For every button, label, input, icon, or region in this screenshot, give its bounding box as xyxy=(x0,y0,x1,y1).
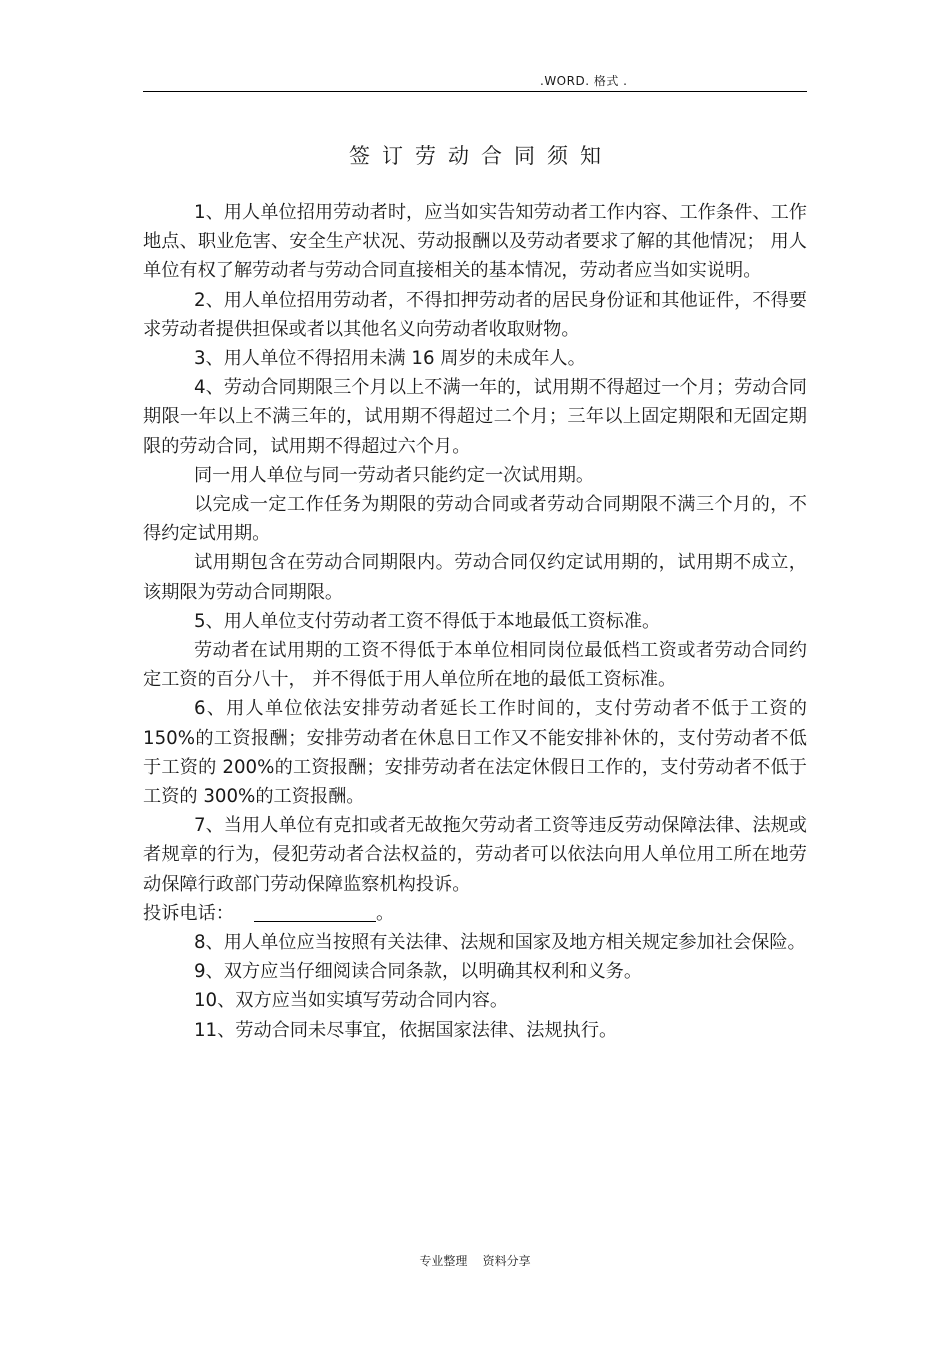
clause-2: 2、用人单位招用劳动者，不得扣押劳动者的居民身份证和其他证件，不得要求劳动者提供担保或者以其他名义向劳动者收取财物。 xyxy=(143,289,807,340)
complaint-phone-line xyxy=(143,899,807,928)
clause-8: 8、用人单位应当按照有关法律、法规和国家及地方相关规定参加社会保险。 xyxy=(193,932,806,954)
clause-4: 4、劳动合同期限三个月以上不满一年的，试用期不得超过一个月；劳动合同期限一年以上不满三年的，试用期不得超过二个月；三年以上固定期限和无固定期限的劳动合同，试用期不得超过六个月。 xyxy=(143,377,807,457)
clause-7: 7、当用人单位有克扣或者无故拖欠劳动者工资等违反劳动保障法律、法规或者规章的行为，侵犯劳动者合法权益的，劳动者可以依法向用人单位用工所在地劳动保障行政部门劳动保障监察机构投诉。 xyxy=(143,815,807,895)
document-body xyxy=(143,198,807,1045)
clause-3: 3、用人单位不得招用未满 16 周岁的未成年人。 xyxy=(193,348,586,370)
clause-9: 9、双方应当仔细阅读合同条款，以明确其权利和义务。 xyxy=(193,961,643,983)
clause-4-note-2: 以完成一定工作任务为期限的劳动合同或者劳动合同期限不满三个月的，不得约定试用期。 xyxy=(143,494,807,545)
complaint-phone-end: 。 xyxy=(375,902,395,924)
clause-4-note-3: 试用期包含在劳动合同期限内。劳动合同仅约定试用期的，试用期不成立，该期限为劳动合同期限。 xyxy=(143,552,807,603)
page-header-text: .WORD. 格式 . xyxy=(540,74,628,88)
clause-11: 11、劳动合同未尽事宜，依据国家法律、法规执行。 xyxy=(193,1019,618,1041)
complaint-phone-label: 投诉电话： xyxy=(143,902,234,924)
clause-6: 6、用人单位依法安排劳动者延长工作时间的，支付劳动者不低于工资的 150%的工资报酬；安排劳动者在休息日工作又不能安排补休的，支付劳动者不低于工资的 200%的工资报酬；安排劳动者在法定休假日工作的，支付劳动者不低于工资的 300%的工资报酬。 xyxy=(143,698,807,808)
clause-5: 5、用人单位支付劳动者工资不得低于本地最低工资标准。 xyxy=(193,610,661,632)
document-title: 签订劳动合同须知 xyxy=(349,144,613,168)
header-divider xyxy=(143,91,807,92)
page-footer-text: 专业整理 资料分享 xyxy=(419,1254,531,1268)
clause-10: 10、双方应当如实填写劳动合同内容。 xyxy=(193,990,509,1012)
clause-1: 1、用人单位招用劳动者时，应当如实告知劳动者工作内容、工作条件、工作地点、职业危害、安全生产状况、劳动报酬以及劳动者要求了解的其他情况； 用人单位有权了解劳动者与劳动合同直接相关的基本情况，劳动者应当如实说明。 xyxy=(143,202,807,282)
clause-4-note-1: 同一用人单位与同一劳动者只能约定一次试用期。 xyxy=(193,464,595,486)
complaint-phone-blank xyxy=(254,901,376,922)
clause-5-note: 劳动者在试用期的工资不得低于本单位相同岗位最低档工资或者劳动合同约定工资的百分八十， 并不得低于用人单位所在地的最低工资标准。 xyxy=(143,640,807,691)
